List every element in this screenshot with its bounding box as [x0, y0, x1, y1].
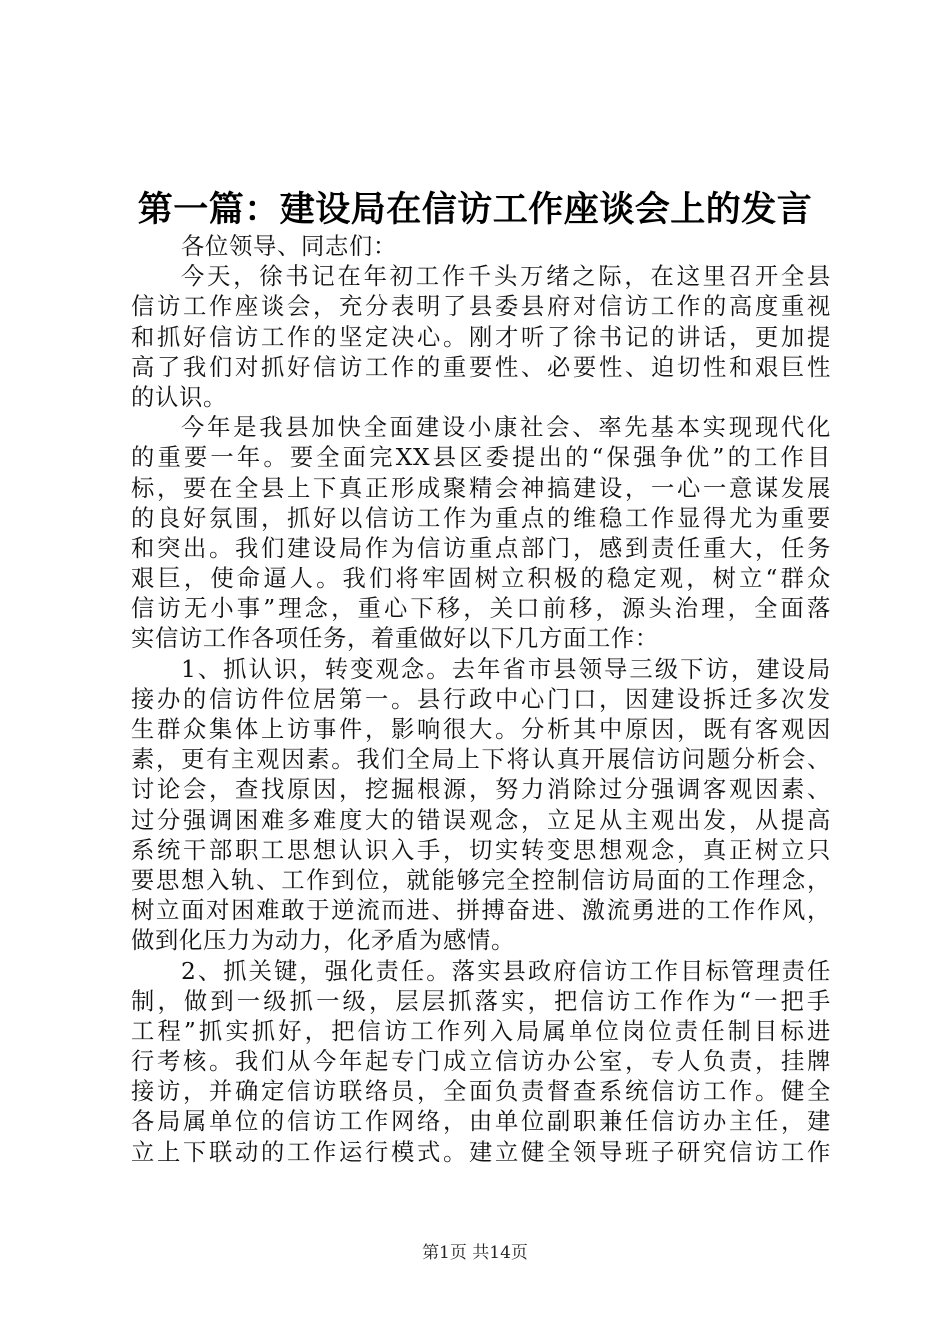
body-line: 接访，并确定信访联络员，全面负责督查系统信访工作。健全 — [131, 1078, 831, 1106]
body-line: 的良好氛围，抓好以信访工作为重点的维稳工作显得尤为重要 — [131, 504, 831, 532]
page-number-footer: 第1页 共14页 — [422, 1243, 528, 1263]
body-line: 生群众集体上访事件，影响很大。分析其中原因，既有客观因 — [131, 716, 831, 743]
body-line: 的认识。 — [131, 383, 227, 411]
body-line: 讨论会，查找原因，挖掘根源，努力消除过分强调客观因素、 — [131, 776, 831, 804]
body-line: 各局属单位的信访工作网络，由单位副职兼任信访办主任，建 — [131, 1108, 831, 1136]
body-line: 信访工作座谈会，充分表明了县委县府对信访工作的高度重视 — [131, 293, 831, 321]
body-line: 和抓好信访工作的坚定决心。刚才听了徐书记的讲话，更加提 — [131, 323, 831, 351]
body-line: 信访无小事”理念，重心下移，关口前移，源头治理，全面落 — [131, 595, 831, 623]
body-line: 立上下联动的工作运行模式。建立健全领导班子研究信访工作 — [131, 1138, 831, 1166]
body-line: 制，做到一级抓一级，层层抓落实，把信访工作作为“一把手 — [131, 987, 831, 1015]
document-title: 第一篇：建设局在信访工作座谈会上的发言 — [137, 189, 813, 230]
document-body — [131, 232, 831, 1168]
body-line: 1、抓认识，转变观念。去年省市县领导三级下访，建设局 — [181, 655, 831, 683]
body-line: 接办的信访件位居第一。县行政中心门口，因建设拆迁多次发 — [131, 685, 831, 713]
body-line: 素，更有主观因素。我们全局上下将认真开展信访问题分析会、 — [131, 746, 831, 774]
body-line: 2、抓关键，强化责任。落实县政府信访工作目标管理责任 — [181, 957, 831, 985]
body-line: 今天，徐书记在年初工作千头万绪之际，在这里召开全县 — [181, 263, 831, 291]
body-line: 行考核。我们从今年起专门成立信访办公室，专人负责，挂牌 — [131, 1048, 831, 1076]
body-line: 艰巨，使命逼人。我们将牢固树立积极的稳定观，树立“群众 — [131, 565, 831, 593]
body-line: 做到化压力为动力，化矛盾为感情。 — [131, 927, 515, 955]
body-line: 系统干部职工思想认识入手，切实转变思想观念，真正树立只 — [131, 836, 831, 864]
body-line: 今年是我县加快全面建设小康社会、率先基本实现现代化 — [181, 414, 831, 442]
body-line: 工程”抓实抓好，把信访工作列入局属单位岗位责任制目标进 — [131, 1017, 831, 1045]
body-line: 的重要一年。要全面完XX县区委提出的“保强争优”的工作目 — [131, 444, 831, 472]
body-line: 标，要在全县上下真正形成聚精会神搞建设，一心一意谋发展 — [131, 474, 831, 502]
body-line: 和突出。我们建设局作为信访重点部门，感到责任重大，任务 — [131, 534, 831, 562]
body-line: 树立面对困难敢于逆流而进、拼搏奋进、激流勇进的工作作风， — [131, 897, 831, 925]
body-line: 高了我们对抓好信访工作的重要性、必要性、迫切性和艰巨性 — [131, 353, 831, 381]
body-line: 要思想入轨、工作到位，就能够完全控制信访局面的工作理念， — [131, 866, 831, 894]
salutation-line: 各位领导、同志们： — [181, 233, 397, 260]
body-line: 实信访工作各项任务，着重做好以下几方面工作： — [131, 625, 659, 653]
body-line: 过分强调困难多难度大的错误观念，立足从主观出发，从提高 — [131, 806, 831, 834]
